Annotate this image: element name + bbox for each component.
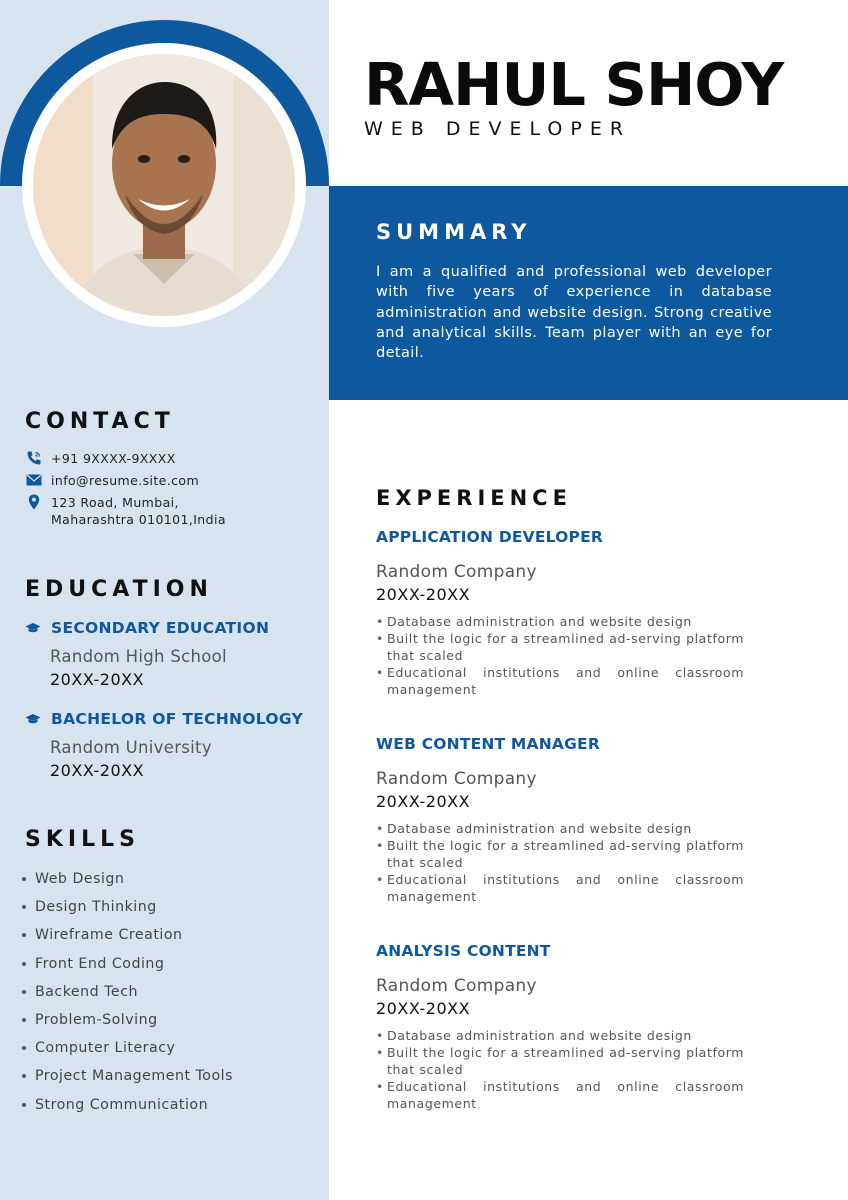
contact-address xyxy=(25,494,226,528)
skill-item: Wireframe Creation xyxy=(22,921,233,949)
graduation-cap-icon xyxy=(25,713,43,725)
education-title-2: BACHELOR OF TECHNOLOGY xyxy=(25,710,303,728)
education-school-1: Random High School xyxy=(50,647,227,666)
skill-item: Web Design xyxy=(22,865,233,893)
skill-item: Design Thinking xyxy=(22,893,233,921)
job-bullet: • Database administration and website design xyxy=(376,613,744,630)
job-bullet: • Educational institutions and online classroom management xyxy=(376,871,744,905)
location-pin-icon xyxy=(25,494,43,510)
experience-item-3 xyxy=(376,942,744,1112)
address-line-2: Maharashtra 010101,India xyxy=(51,512,226,527)
education-years-2: 20XX-20XX xyxy=(50,761,145,780)
person-portrait-icon xyxy=(33,54,295,316)
email-text: info@resume.site.com xyxy=(51,473,200,488)
skills-heading: SKILLS xyxy=(25,827,140,852)
skills-list xyxy=(22,865,233,1119)
phone-icon xyxy=(25,450,43,466)
contact-email[interactable] xyxy=(25,472,199,489)
skill-item: Project Management Tools xyxy=(22,1062,233,1090)
summary-heading: SUMMARY xyxy=(376,220,532,244)
job-title: ANALYSIS CONTENT xyxy=(376,942,551,960)
skill-item: Computer Literacy xyxy=(22,1034,233,1062)
job-company: Random Company xyxy=(376,976,537,996)
job-bullets xyxy=(376,820,744,905)
summary-text: I am a qualified and professional web developer with five years of experience in database administration and website design. Strong creative and analytical skills. Team player with an eye for detail. xyxy=(376,264,772,362)
job-bullet: • Database administration and website design xyxy=(376,1027,744,1044)
experience-item-1 xyxy=(376,528,744,698)
skill-item: Backend Tech xyxy=(22,978,233,1006)
candidate-name: RAHUL SHOY xyxy=(364,50,784,119)
job-bullet: • Educational institutions and online classroom management xyxy=(376,664,744,698)
job-years: 20XX-20XX xyxy=(376,792,471,811)
phone-text: +91 9XXXX-9XXXX xyxy=(51,451,176,466)
contact-heading: CONTACT xyxy=(25,409,175,434)
experience-item-2 xyxy=(376,735,744,905)
job-company: Random Company xyxy=(376,769,537,789)
job-bullets xyxy=(376,613,744,698)
contact-phone[interactable] xyxy=(25,450,176,467)
skill-item: Strong Communication xyxy=(22,1091,233,1119)
job-title: APPLICATION DEVELOPER xyxy=(376,528,604,546)
email-icon xyxy=(25,472,43,488)
education-years-1: 20XX-20XX xyxy=(50,670,145,689)
job-years: 20XX-20XX xyxy=(376,585,471,604)
skill-item: Problem-Solving xyxy=(22,1006,233,1034)
education-title-1: SECONDARY EDUCATION xyxy=(25,619,269,637)
candidate-role: WEB DEVELOPER xyxy=(364,118,632,140)
education-school-2: Random University xyxy=(50,738,212,757)
job-years: 20XX-20XX xyxy=(376,999,471,1018)
experience-heading: EXPERIENCE xyxy=(376,486,572,510)
profile-photo xyxy=(33,54,295,316)
graduation-cap-icon xyxy=(25,622,43,634)
job-bullet: • Built the logic for a streamlined ad-serving platform that scaled xyxy=(376,630,744,664)
skill-item: Front End Coding xyxy=(22,950,233,978)
job-company: Random Company xyxy=(376,562,537,582)
education-heading: EDUCATION xyxy=(25,577,213,602)
job-bullet: • Built the logic for a streamlined ad-serving platform that scaled xyxy=(376,837,744,871)
job-title: WEB CONTENT MANAGER xyxy=(376,735,600,753)
job-bullet: • Educational institutions and online classroom management xyxy=(376,1078,744,1112)
job-bullets xyxy=(376,1027,744,1112)
job-bullet: • Built the logic for a streamlined ad-serving platform that scaled xyxy=(376,1044,744,1078)
job-bullet: • Database administration and website design xyxy=(376,820,744,837)
address-line-1: 123 Road, Mumbai, xyxy=(51,495,179,510)
